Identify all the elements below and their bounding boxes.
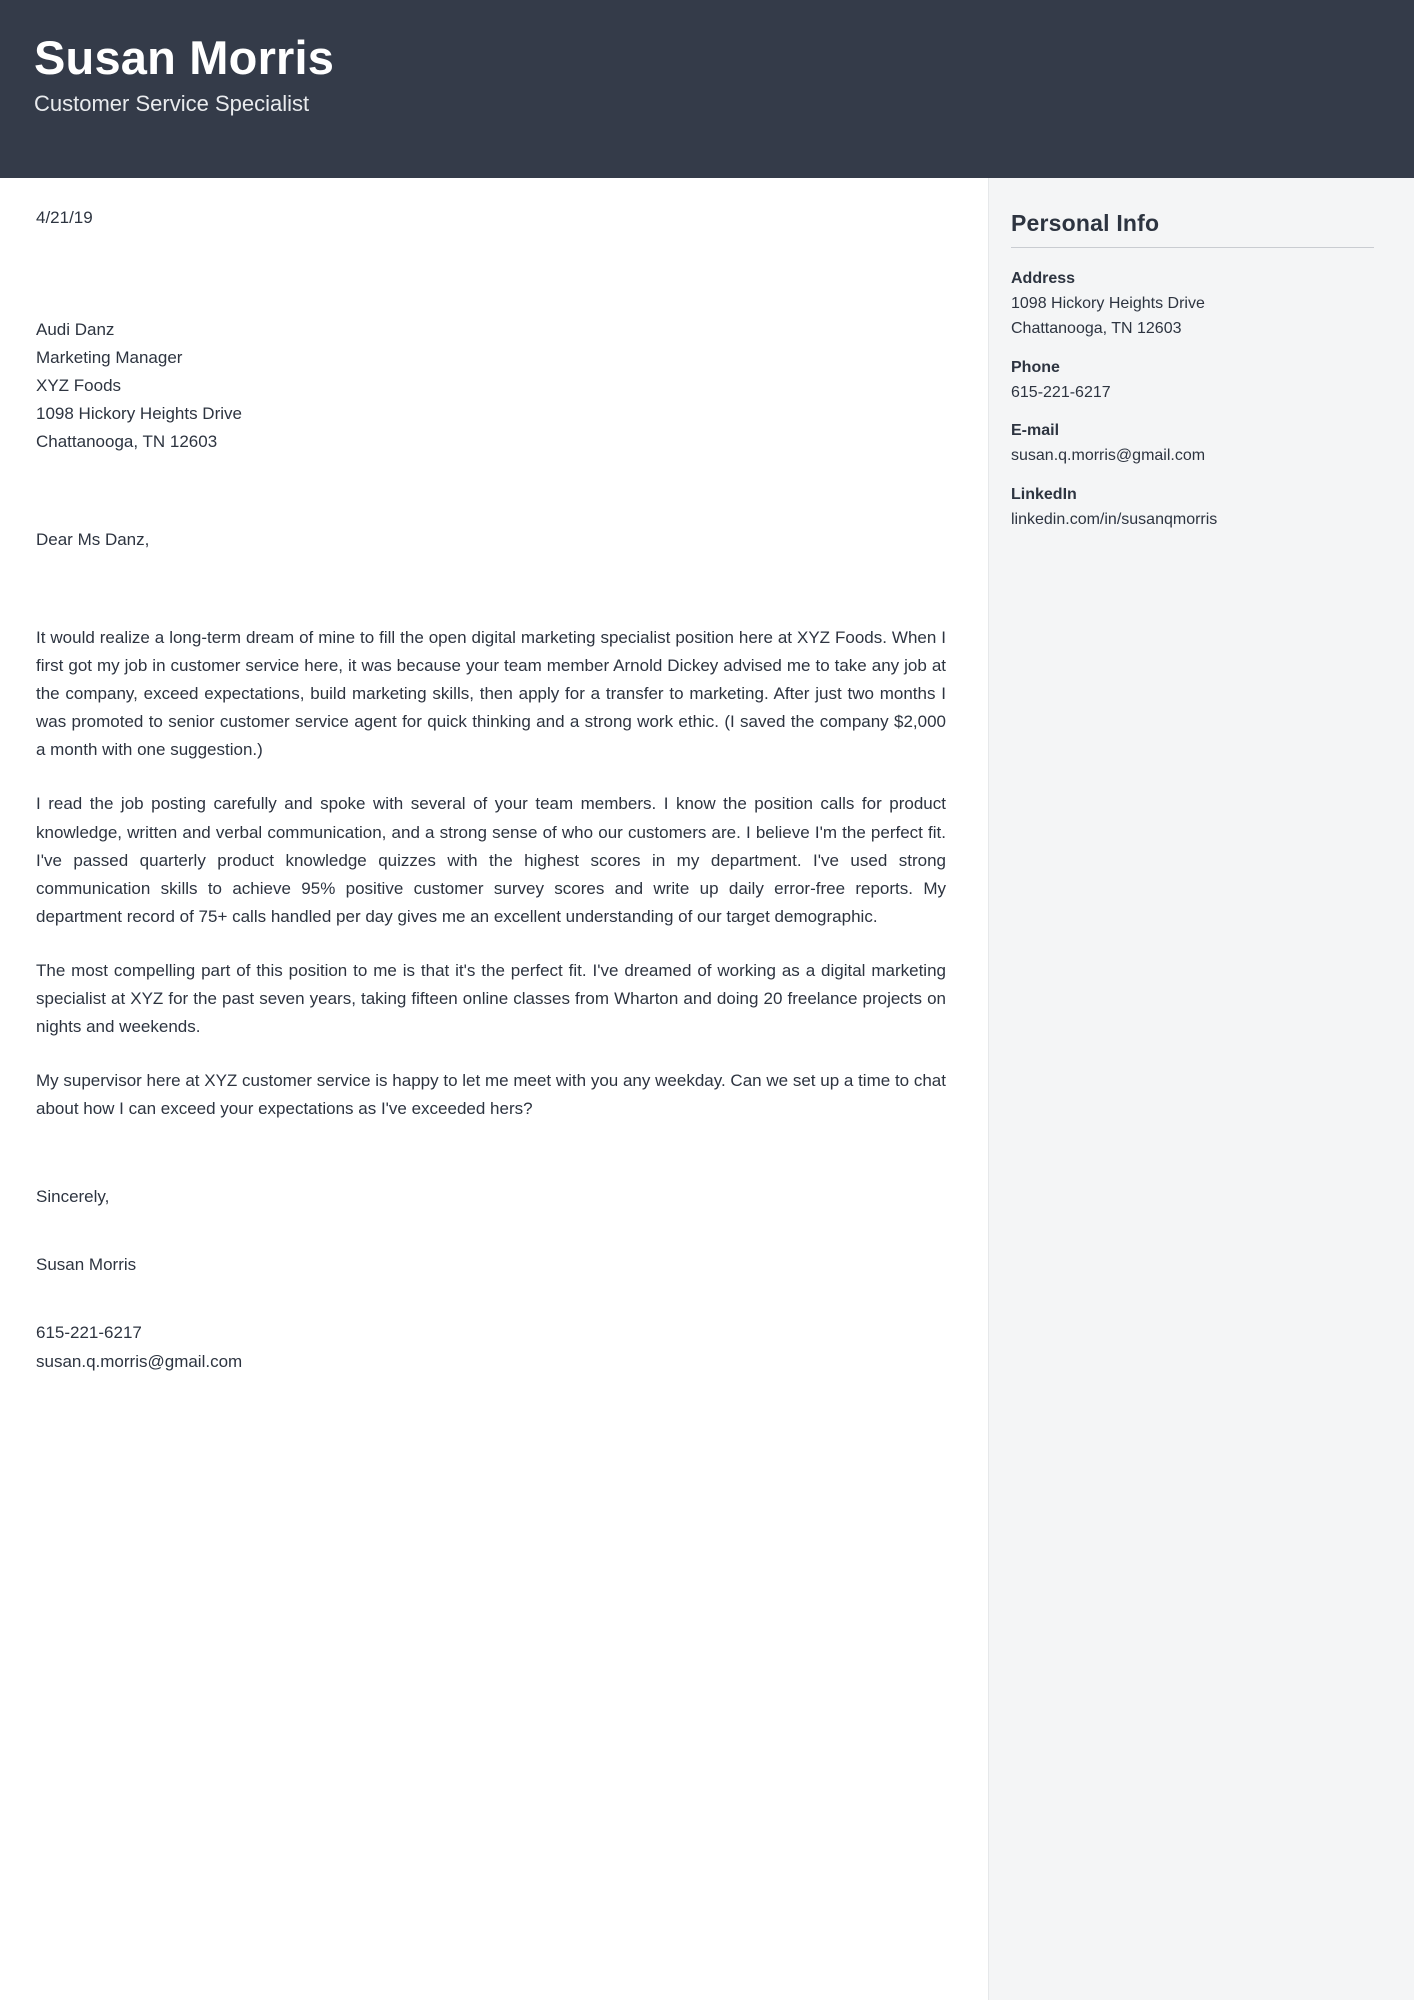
sidebar-heading: Personal Info — [1011, 210, 1160, 236]
letter-paragraph: My supervisor here at XYZ customer service is happy to let me meet with you any weekday. Can we set up a time to chat about how I can exceed your expectations as I've exceeded hers? — [36, 1070, 946, 1118]
sidebar-group-phone — [1011, 359, 1374, 406]
letter-signature: Susan Morris — [36, 1254, 137, 1274]
sidebar-value-email: susan.q.morris@gmail.com — [1011, 447, 1206, 465]
document-header — [0, 0, 1414, 178]
document-body — [0, 178, 1414, 2000]
letter-paragraph: I read the job posting carefully and spoke with several of your team members. I know the position calls for product knowledge, written and verbal communication, and a strong sense of who our customers are. I believe I'm the perfect fit. I've passed quarterly product knowledge quizzes with the highest scores in my department. I've used strong communication skills to achieve 95% positive customer survey scores and write up daily error-free reports. My department record of 75+ calls handled per day gives me an excellent understanding of our target demographic. — [36, 794, 946, 926]
recipient-name: Audi Danz — [36, 320, 115, 339]
sidebar-label-linkedin: LinkedIn — [1011, 486, 1077, 504]
recipient-company: XYZ Foods — [36, 376, 122, 396]
sidebar-value-address-line2: Chattanooga, TN 12603 — [1011, 319, 1182, 337]
recipient-city-state-zip: Chattanooga, TN 12603 — [36, 432, 218, 452]
sidebar-value-address-line1: 1098 Hickory Heights Drive — [1011, 295, 1205, 312]
letter-paragraph: It would realize a long-term dream of mine to fill the open digital marketing specialist position here at XYZ Foods. When I first got my job in customer service here, it was because your team member Arnold Dickey advised me to take any job at the company, exceed expectations, build marketing skills, then apply for a transfer to marketing. After just two months I was promoted to senior customer service agent for quick thinking and a strong work ethic. (I saved the company $2,000 a month with one suggestion.) — [36, 628, 946, 760]
sidebar-label-email: E-mail — [1011, 422, 1060, 440]
letter-sign-off: Sincerely, — [36, 1186, 110, 1206]
sidebar-personal-info — [988, 178, 1414, 2000]
sidebar-group-email — [1011, 422, 1374, 469]
header-job-title: Customer Service Specialist — [34, 91, 310, 117]
recipient-address-block — [36, 316, 946, 456]
letter-closing — [36, 1183, 946, 1377]
sidebar-label-address: Address — [1011, 270, 1076, 287]
sidebar-group-address — [1011, 270, 1374, 342]
sidebar-divider — [1011, 247, 1374, 248]
page-title: Susan Morris — [34, 31, 335, 84]
letter-column — [0, 178, 988, 2000]
sidebar-group-linkedin — [1011, 486, 1374, 533]
sidebar-label-phone: Phone — [1011, 358, 1060, 376]
letter-date: 4/21/19 — [36, 208, 93, 227]
letter-salutation: Dear Ms Danz, — [36, 530, 150, 550]
letter-paragraph: The most compelling part of this position to me is that it's the perfect fit. I've dreamed of working as a digital marketing specialist at XYZ for the past seven years, taking fifteen online classes from Wharton and doing 20 freelance projects on nights and weekends. — [36, 960, 946, 1036]
letter-body — [36, 624, 946, 1123]
signature-email: susan.q.morris@gmail.com — [36, 1351, 243, 1371]
signature-phone: 615-221-6217 — [36, 1323, 142, 1343]
recipient-title: Marketing Manager — [36, 348, 183, 368]
sidebar-value-phone: 615-221-6217 — [1011, 383, 1111, 401]
recipient-street: 1098 Hickory Heights Drive — [36, 404, 242, 424]
sidebar-value-linkedin: linkedin.com/in/susanqmorris — [1011, 511, 1218, 529]
